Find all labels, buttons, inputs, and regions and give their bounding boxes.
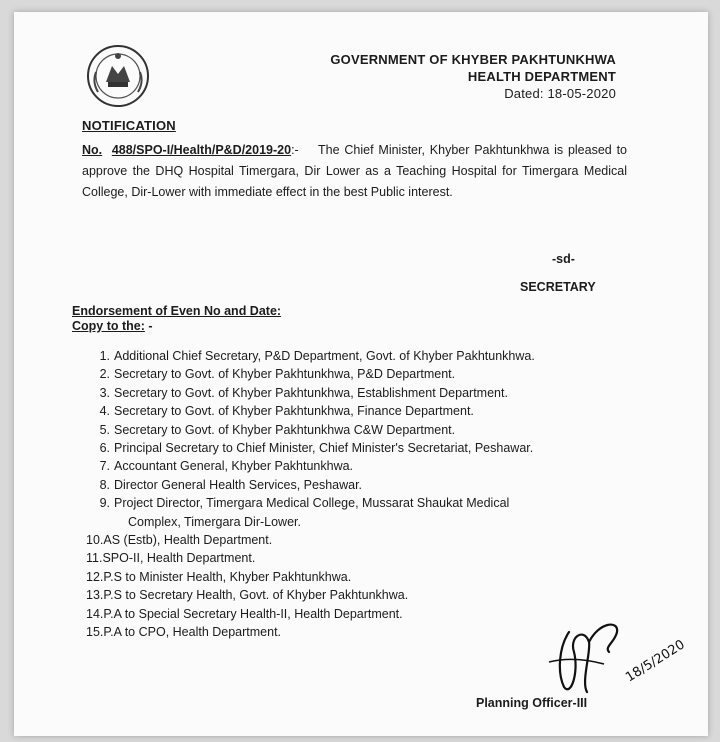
list-item-text: P.S to Secretary Health, Govt. of Khyber Pakhtunkhwa. [103, 588, 409, 603]
copy-to-line: Copy to the: [72, 319, 145, 333]
list-item-number: 5. [99, 422, 110, 437]
notification-no-label: No. [82, 143, 103, 157]
list-item-number: 2. [99, 367, 110, 382]
list-item [86, 494, 535, 512]
list-item-number: 8. [99, 477, 110, 492]
endorsement-heading [72, 304, 281, 334]
list-item [86, 365, 535, 383]
notification-document [14, 12, 708, 736]
notification-body [82, 140, 627, 203]
list-item [86, 605, 535, 623]
list-item [86, 549, 535, 567]
copy-to-suffix: - [144, 319, 153, 333]
list-item-text: Principal Secretary to Chief Minister, Chief Minister's Secretariat, Peshawar. [114, 441, 534, 456]
list-item-continuation: Complex, Timergara Dir-Lower. [128, 514, 301, 529]
list-item-text: AS (Estb), Health Department. [103, 533, 273, 548]
signatory-designation: Planning Officer-III [476, 696, 588, 710]
list-item-text: Secretary to Govt. of Khyber Pakhtunkhwa, P&D Department. [114, 367, 456, 382]
list-item-number: 7. [99, 459, 110, 474]
list-item-text: P.A to Special Secretary Health-II, Health Department. [103, 606, 403, 621]
endorsement-line: Endorsement of Even No and Date: [72, 304, 282, 318]
list-item-text: Additional Chief Secretary, P&D Department, Govt. of Khyber Pakhtunkhwa. [114, 349, 535, 363]
list-item-number: 9. [99, 496, 110, 511]
list-item-text: SPO-II, Health Department. [102, 551, 256, 566]
list-item-text: P.A to CPO, Health Department. [103, 625, 282, 640]
list-item-number: 13. [86, 588, 104, 603]
list-item [86, 586, 535, 604]
notification-text: The Chief Minister, Khyber Pakhtunkhwa is pleased to approve the DHQ Hospital Timergara, Dir Lower as a Teaching Hospital for Timergara Medical College, Dir-Lower with immediate effect in the best Public interest. [82, 143, 627, 199]
list-item [86, 623, 535, 641]
list-item [86, 439, 535, 457]
document-date: Dated: 18-05-2020 [504, 86, 616, 101]
government-title: GOVERNMENT OF KHYBER PAKHTUNKHWA [330, 52, 616, 67]
list-item-text: Director General Health Services, Peshawar. [114, 477, 363, 492]
list-item-number: 12. [86, 569, 104, 584]
list-item-number: 6. [99, 441, 110, 456]
list-item [86, 531, 535, 549]
copy-to-list [86, 347, 535, 642]
list-item-number: 1. [99, 349, 110, 363]
list-item-text: Secretary to Govt. of Khyber Pakhtunkhwa, Finance Department. [114, 404, 474, 419]
list-item-text: Project Director, Timergara Medical College, Mussarat Shaukat Medical [114, 496, 510, 511]
list-item [86, 568, 535, 586]
list-item-number: 4. [99, 404, 110, 419]
list-item-text: Secretary to Govt. of Khyber Pakhtunkhwa, Establishment Department. [114, 385, 508, 400]
list-item [86, 421, 535, 439]
notification-title: NOTIFICATION [82, 118, 176, 133]
list-item-number: 3. [99, 385, 110, 400]
department-title: HEALTH DEPARTMENT [467, 69, 616, 84]
list-item [86, 384, 535, 402]
handwritten-date: 18/5/2020 [623, 637, 688, 686]
list-item [86, 457, 535, 475]
list-item-text: Accountant General, Khyber Pakhtunkhwa. [114, 459, 354, 474]
signed-marker: -sd- [552, 252, 575, 266]
list-item [86, 402, 535, 420]
list-item-number: 15. [86, 625, 104, 640]
secretary-designation: SECRETARY [520, 280, 596, 294]
list-item-number: 11. [86, 551, 103, 566]
list-item-number: 10. [86, 533, 104, 548]
list-item-text: P.S to Minister Health, Khyber Pakhtunkhwa. [103, 569, 352, 584]
list-item [86, 476, 535, 494]
notification-reference: 488/SPO-I/Health/P&D/2019-20 [111, 143, 292, 157]
list-item [86, 347, 535, 365]
notification-reference-suffix: :- [291, 143, 299, 157]
government-emblem-icon [84, 42, 152, 110]
list-item-text: Secretary to Govt. of Khyber Pakhtunkhwa C&W Department. [114, 422, 456, 437]
list-item-number: 14. [86, 606, 104, 621]
